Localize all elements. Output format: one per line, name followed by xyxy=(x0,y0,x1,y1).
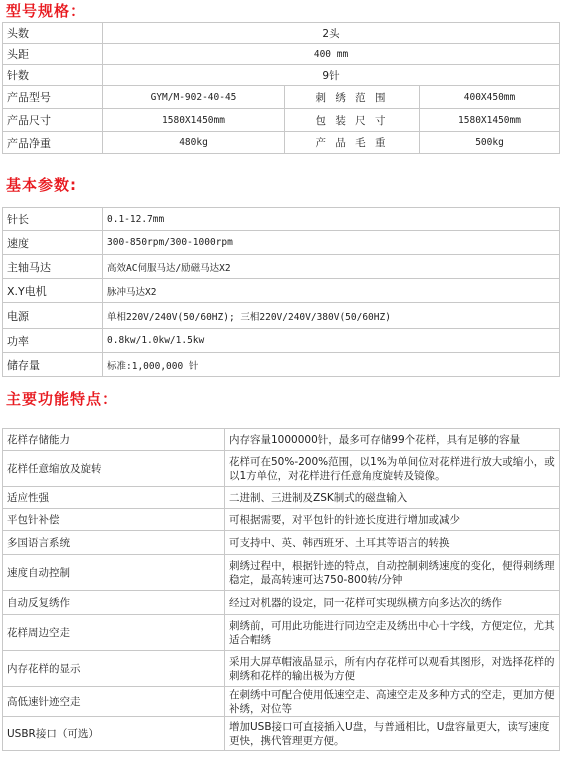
row-label-2: 包 装 尺 寸 xyxy=(285,109,420,132)
table-row xyxy=(3,451,560,487)
feature-label: 适应性强 xyxy=(3,487,225,509)
row-value-2: 1580X1450mm xyxy=(420,109,560,132)
feature-label: 花样周边空走 xyxy=(3,615,225,651)
row-value: 9针 xyxy=(103,65,560,86)
param-value: 高效AC伺服马达/励磁马达X2 xyxy=(103,255,560,279)
feature-value: 增加USB接口可直接插入U盘，与普通相比，U盘容量更大，读写速度更快，携代管理更方便。 xyxy=(225,717,560,751)
feature-label: 平包针补偿 xyxy=(3,509,225,531)
feature-value: 花样可在50%-200%范围，以1%为单间位对花样进行放大或缩小，或以1方单位，对花样进行任意角度旋转及镜像。 xyxy=(225,451,560,487)
feature-label: 多国语言系统 xyxy=(3,531,225,555)
table-row xyxy=(3,303,560,329)
table-row xyxy=(3,509,560,531)
feature-value: 采用大屏草帽液晶显示，所有内存花样可以观看其图形，对选择花样的刺绣和花样的输出极为方便 xyxy=(225,651,560,687)
row-value: GYM/M-902-40-45 xyxy=(103,86,285,109)
table-row xyxy=(3,591,560,615)
feature-value: 内存容量1000000针，最多可存储99个花样，具有足够的容量 xyxy=(225,429,560,451)
table-row xyxy=(3,208,560,231)
feature-value: 经过对机器的设定，同一花样可实现纵横方向多达次的绣作 xyxy=(225,591,560,615)
row-label-2: 产 品 毛 重 xyxy=(285,132,420,154)
table-row xyxy=(3,44,560,65)
param-label: 速度 xyxy=(3,231,103,255)
feature-label: 自动反复绣作 xyxy=(3,591,225,615)
features-table xyxy=(2,428,560,751)
row-value: 480kg xyxy=(103,132,285,154)
table-row xyxy=(3,487,560,509)
param-label: 储存量 xyxy=(3,353,103,377)
row-value: 2头 xyxy=(103,23,560,44)
param-value: 0.1-12.7mm xyxy=(103,208,560,231)
table-row xyxy=(3,65,560,86)
param-value: 300-850rpm/300-1000rpm xyxy=(103,231,560,255)
feature-value: 刺绣前，可用此功能进行同边空走及绣出中心十字线，方便定位，尤其适合帽绣 xyxy=(225,615,560,651)
row-label: 头数 xyxy=(3,23,103,44)
feature-label: 内存花样的显示 xyxy=(3,651,225,687)
param-label: 功率 xyxy=(3,329,103,353)
row-value-2: 500kg xyxy=(420,132,560,154)
feature-value: 刺绣过程中，根据针迹的特点，自动控制刺绣速度的变化，便得刺绣理稳定，最高转速可达750-800转/分钟 xyxy=(225,555,560,591)
table-row xyxy=(3,353,560,377)
row-value: 1580X1450mm xyxy=(103,109,285,132)
table-row xyxy=(3,86,560,109)
table-row xyxy=(3,651,560,687)
basic-params-table xyxy=(2,207,560,377)
model-spec-table xyxy=(2,22,560,154)
param-value: 单相220V/240V(50/60HZ); 三相220V/240V/380V(50/60HZ) xyxy=(103,303,560,329)
param-label: 主轴马达 xyxy=(3,255,103,279)
feature-label: 速度自动控制 xyxy=(3,555,225,591)
param-label: X.Y电机 xyxy=(3,279,103,303)
feature-label: 花样存储能力 xyxy=(3,429,225,451)
table-row xyxy=(3,255,560,279)
table-row xyxy=(3,23,560,44)
section-heading-model-spec: 型号规格： xyxy=(6,2,87,20)
row-label: 产品尺寸 xyxy=(3,109,103,132)
table-row xyxy=(3,687,560,717)
row-label-2: 刺 绣 范 围 xyxy=(285,86,420,109)
param-label: 针长 xyxy=(3,208,103,231)
row-label: 针数 xyxy=(3,65,103,86)
table-row xyxy=(3,279,560,303)
param-value: 0.8kw/1.0kw/1.5kw xyxy=(103,329,560,353)
feature-value: 可根据需要，对平包针的针迹长度进行增加或减少 xyxy=(225,509,560,531)
table-row xyxy=(3,329,560,353)
table-row xyxy=(3,615,560,651)
feature-label: 高低速针迹空走 xyxy=(3,687,225,717)
table-row xyxy=(3,555,560,591)
row-label: 头距 xyxy=(3,44,103,65)
row-label: 产品净重 xyxy=(3,132,103,154)
section-heading-basic-params: 基本参数: xyxy=(6,176,77,194)
feature-value: 二进制、三进制及ZSK制式的磁盘输入 xyxy=(225,487,560,509)
feature-value: 在刺绣中可配合使用低速空走、高速空走及多种方式的空走，更加方便补绣，对位等 xyxy=(225,687,560,717)
table-row xyxy=(3,717,560,751)
section-heading-main-features: 主要功能特点： xyxy=(6,390,119,408)
table-row xyxy=(3,231,560,255)
param-value: 脉冲马达X2 xyxy=(103,279,560,303)
param-label: 电源 xyxy=(3,303,103,329)
row-value-2: 400X450mm xyxy=(420,86,560,109)
feature-label: USBR接口（可选） xyxy=(3,717,225,751)
feature-value: 可支持中、英、韩西班牙、土耳其等语言的转换 xyxy=(225,531,560,555)
feature-label: 花样任意缩放及旋转 xyxy=(3,451,225,487)
table-row xyxy=(3,132,560,154)
row-label: 产品型号 xyxy=(3,86,103,109)
table-row xyxy=(3,531,560,555)
row-value: 400 mm xyxy=(103,44,560,65)
param-value: 标准:1,000,000 针 xyxy=(103,353,560,377)
table-row xyxy=(3,109,560,132)
table-row xyxy=(3,429,560,451)
